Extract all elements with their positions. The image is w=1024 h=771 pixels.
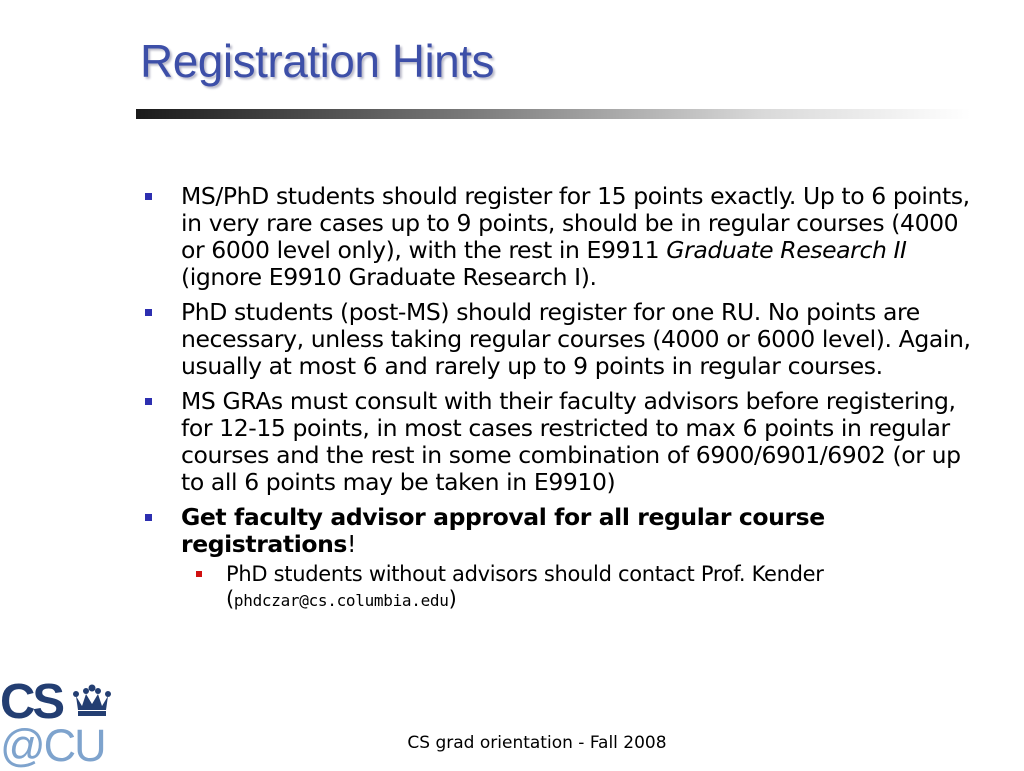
contact-email: phdczar@cs.columbia.edu: [233, 591, 449, 610]
bullet-text: PhD students (post-MS) should register for one RU. No points are necessary, unless taking regular courses (4000 or 6000 level). Again, usually at most 6 and rarely up to 9 points in regular courses.: [181, 298, 971, 380]
sub-bullet-list: [181, 562, 975, 613]
bullet-item: [145, 299, 975, 380]
crown-icon: [72, 680, 112, 720]
red-square-bullet-icon: [196, 571, 202, 577]
square-bullet-icon: [145, 193, 152, 200]
bullet-text-tail: (ignore E9910 Graduate Research I).: [181, 263, 597, 291]
course-name: Graduate Research II: [666, 236, 907, 264]
bullet-item: [145, 504, 975, 613]
slide-title: Registration Hints: [140, 35, 495, 87]
logo-cs-text: CS: [0, 675, 63, 729]
bullet-list: [145, 183, 975, 621]
bullet-text: MS GRAs must consult with their faculty advisors before registering, for 12-15 points, in most cases restricted to max 6 points in regular courses and the rest in some combination of 6900/6901/6902 (or up to all 6 points may be taken in E9910): [181, 387, 961, 496]
bullet-item: [145, 388, 975, 496]
sub-bullet-item: [196, 562, 975, 613]
logo-cu-text: @CU: [0, 720, 105, 771]
bullet-emphasis: Get faculty advisor approval for all regular course registrations: [181, 503, 825, 558]
bullet-text: MS/PhD students should register for 15 points exactly. Up to 6 points, in very rare cases up to 9 points, should be in regular courses (4000 or 6000 level only), with the rest in E9911: [181, 182, 970, 264]
square-bullet-icon: [145, 514, 152, 521]
cs-at-cu-logo: [0, 675, 112, 771]
bullet-item: [145, 183, 975, 291]
square-bullet-icon: [145, 309, 152, 316]
sub-bullet-text: PhD students without advisors should contact Prof. Kender (: [226, 562, 824, 611]
sub-bullet-text-tail: ): [448, 587, 457, 611]
slide-footer: CS grad orientation - Fall 2008: [407, 733, 667, 753]
square-bullet-icon: [145, 398, 152, 405]
title-divider: [136, 109, 971, 119]
bullet-text-tail: !: [347, 530, 357, 558]
